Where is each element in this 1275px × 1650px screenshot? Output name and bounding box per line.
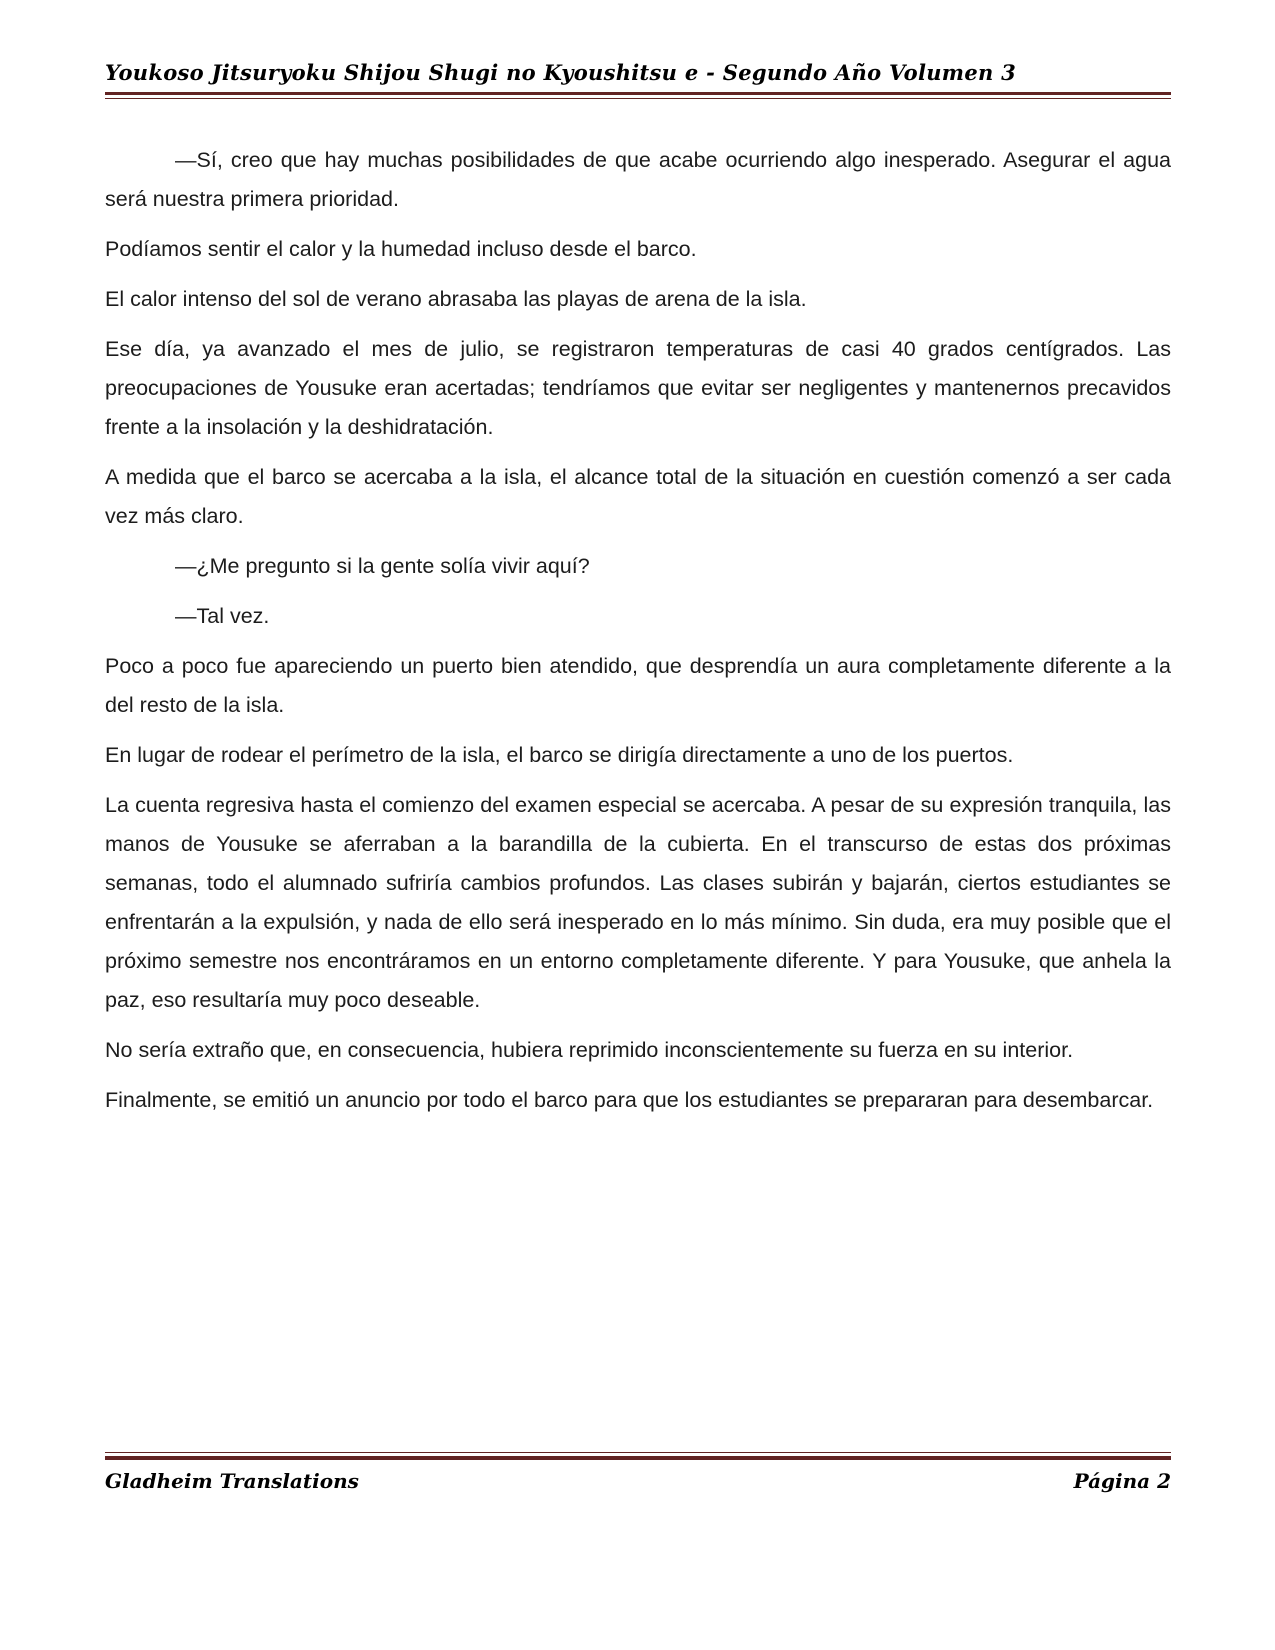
- paragraph: —Tal vez.: [175, 604, 270, 628]
- paragraph: El calor intenso del sol de verano abrasaba las playas de arena de la isla.: [105, 287, 807, 311]
- paragraph: La cuenta regresiva hasta el comienzo del examen especial se acercaba. A pesar de su expresión tranquila, las manos de Yousuke se aferraban a la barandilla de la cubierta. En el transcurso de estas dos próximas semanas, todo el alumnado sufriría cambios profundos. Las clases subirán y bajarán, ciertos estudiantes se enfrentarán a la expulsión, y nada de ello será inesperado en lo más mínimo. Sin duda, era muy posible que el próximo semestre nos encontráramos en un entorno completamente diferente. Y para Yousuke, que anhela la paz, eso resultaría muy poco deseable.: [105, 793, 1171, 1012]
- paragraph: Finalmente, se emitió un anuncio por todo el barco para que los estudiantes se prepararan para desembarcar.: [105, 1088, 1154, 1112]
- footer-rule: [105, 1452, 1171, 1460]
- document-body: [105, 141, 1171, 1120]
- paragraph: No sería extraño que, en consecuencia, hubiera reprimido inconscientemente su fuerza en su interior.: [105, 1038, 1074, 1062]
- footer-row: [105, 1469, 1171, 1493]
- header-rule: [105, 92, 1171, 99]
- paragraph: Podíamos sentir el calor y la humedad incluso desde el barco.: [105, 237, 697, 261]
- paragraph: —Sí, creo que hay muchas posibilidades de que acabe ocurriendo algo inesperado. Asegurar el agua será nuestra primera prioridad.: [105, 148, 1171, 211]
- page-header-title: Youkoso Jitsuryoku Shijou Shugi no Kyoushitsu e - Segundo Año Volumen 3: [105, 60, 1017, 85]
- paragraph: —¿Me pregunto si la gente solía vivir aquí?: [175, 554, 590, 578]
- paragraph: Ese día, ya avanzado el mes de julio, se registraron temperaturas de casi 40 grados centígrados. Las preocupaciones de Yousuke eran acertadas; tendríamos que evitar ser negligentes y mantenernos precavidos frente a la insolación y la deshidratación.: [105, 337, 1171, 439]
- page-footer: [105, 1452, 1171, 1493]
- footer-page-number: Página 2: [1073, 1469, 1171, 1493]
- paragraph: Poco a poco fue apareciendo un puerto bien atendido, que desprendía un aura completamente diferente a la del resto de la isla.: [105, 654, 1171, 717]
- paragraph: A medida que el barco se acercaba a la isla, el alcance total de la situación en cuestión comenzó a ser cada vez más claro.: [105, 465, 1171, 528]
- page-header: [105, 60, 1171, 99]
- paragraph: En lugar de rodear el perímetro de la isla, el barco se dirigía directamente a uno de los puertos.: [105, 743, 1014, 767]
- footer-translator-credit: Gladheim Translations: [105, 1469, 359, 1493]
